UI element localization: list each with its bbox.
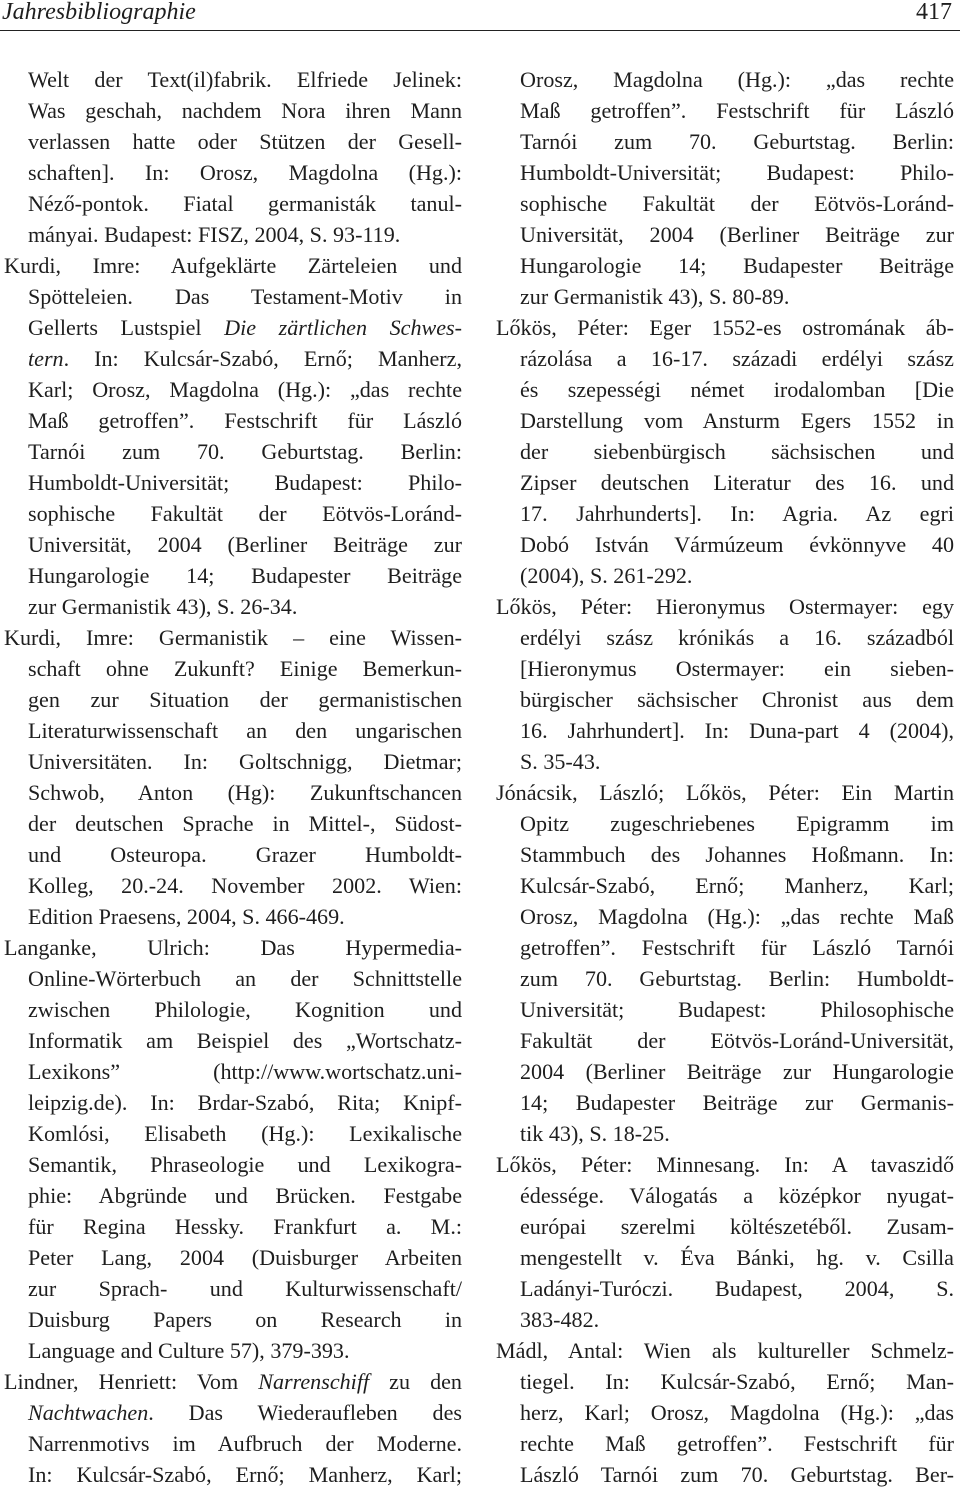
left-column <box>4 64 462 1490</box>
entry-line: Fakultät der Eötvös-Loránd-Universität, <box>520 1028 954 1053</box>
italic-title: Narrenschiff <box>258 1369 370 1394</box>
italic-title: Nachtwachen <box>28 1400 149 1425</box>
entry-line: édessége. Válogatás a középkor nyugat- <box>520 1183 954 1208</box>
entry-line: der deutschen Sprache in Mittel-, Südost- <box>28 811 462 836</box>
bibliography-entry <box>496 64 954 312</box>
running-title: Jahresbibliographie <box>2 0 196 25</box>
entry-line: Humboldt-Universität; Budapest: Philo- <box>520 160 954 185</box>
entry-line: Langanke, Ulrich: Das Hypermedia- <box>4 935 462 960</box>
bibliography-entry <box>4 64 462 250</box>
entry-line: gen zur Situation der germanistischen <box>28 687 462 712</box>
entry-line: Humboldt-Universität; Budapest: Philo- <box>28 470 462 495</box>
entry-line: tiegel. In: Kulcsár-Szabó, Ernő; Man- <box>520 1369 954 1394</box>
entry-line: bürgischer sächsischer Chronist aus dem <box>520 687 954 712</box>
entry-line: Informatik am Beispiel des „Wortschatz- <box>28 1028 462 1053</box>
entry-line: Opitz zugeschriebenes Epigramm im <box>520 811 954 836</box>
entry-line: Komlósi, Elisabeth (Hg.): Lexikalische <box>28 1121 462 1146</box>
entry-line: Duisburg Papers on Research in <box>28 1307 462 1332</box>
entry-line: getroffen”. Festschrift für László Tarnói <box>520 935 954 960</box>
entry-line: Schwob, Anton (Hg): Zukunftschancen <box>28 780 462 805</box>
right-column <box>496 64 954 1490</box>
entry-line: Nachtwachen. Das Wiederaufleben des <box>28 1400 462 1425</box>
entry-line: Language and Culture 57), 379-393. <box>28 1338 350 1363</box>
entry-line: rázolása a 16-17. századi erdélyi szász <box>520 346 954 371</box>
entry-line: Tarnói zum 70. Geburtstag. Berlin: <box>520 129 954 154</box>
entry-line: 17. Jahrhunderts]. In: Agria. Az egri <box>520 501 954 526</box>
entry-line: zwischen Philologie, Kognition und <box>28 997 462 1022</box>
entry-line: Néző-pontok. Fiatal germanisták tanul- <box>28 191 462 216</box>
entry-line: rechte Maß getroffen”. Festschrift für <box>520 1431 954 1456</box>
italic-title: Die zärtlichen Schwes- <box>224 315 462 340</box>
entry-line: Narrenmotivs im Aufbruch der Moderne. <box>28 1431 462 1456</box>
entry-line: phie: Abgründe und Brücken. Festgabe <box>28 1183 462 1208</box>
entry-line: 383-482. <box>520 1307 600 1332</box>
entry-line: leipzig.de). In: Brdar-Szabó, Rita; Knipf- <box>28 1090 462 1115</box>
entry-line: Zipser deutschen Literatur des 16. und <box>520 470 954 495</box>
entry-line: Kurdi, Imre: Aufgeklärte Zärteleien und <box>4 253 462 278</box>
entry-line: Welt der Text(il)fabrik. Elfriede Jelinek: <box>28 67 462 92</box>
entry-line: Ladányi-Turóczi. Budapest, 2004, S. <box>520 1276 954 1301</box>
entry-line: der siebenbürgisch sächsischen und <box>520 439 954 464</box>
entry-line: Jónácsik, László; Lőkös, Péter: Ein Martin <box>496 780 954 805</box>
entry-line: [Hieronymus Ostermayer: ein sieben- <box>520 656 954 681</box>
entry-line: Literaturwissenschaft an den ungarischen <box>28 718 462 743</box>
running-header <box>0 0 960 30</box>
entry-line: Dobó István Vármúzeum évkönnyve 40 <box>520 532 954 557</box>
entry-line: Mádl, Antal: Wien als kultureller Schmelz- <box>496 1338 954 1363</box>
entry-line: Orosz, Magdolna (Hg.): „das rechte <box>520 67 954 92</box>
entry-line: herz, Karl; Orosz, Magdolna (Hg.): „das <box>520 1400 954 1425</box>
entry-line: Spötteleien. Das Testament-Motiv in <box>28 284 462 309</box>
entry-line: sophische Fakultät der Eötvös-Loránd- <box>28 501 462 526</box>
entry-line: (2004), S. 261-292. <box>520 563 693 588</box>
entry-line: tik 43), S. 18-25. <box>520 1121 670 1146</box>
entry-line: tern. In: Kulcsár-Szabó, Ernő; Manherz, <box>28 346 462 371</box>
entry-line: Tarnói zum 70. Geburtstag. Berlin: <box>28 439 462 464</box>
entry-line: Hungarologie 14; Budapester Beiträge <box>520 253 954 278</box>
entry-line: erdélyi szász krónikás a 16. századból <box>520 625 954 650</box>
entry-line: zur Germanistik 43), S. 26-34. <box>28 594 298 619</box>
entry-line: zur Sprach- und Kulturwissenschaft/ <box>28 1276 462 1301</box>
bibliography-entry <box>496 1335 954 1490</box>
entry-line: zum 70. Geburtstag. Berlin: Humboldt- <box>520 966 954 991</box>
bibliography-entry <box>4 250 462 622</box>
italic-title: tern <box>28 346 64 371</box>
entry-line: Lőkös, Péter: Minnesang. In: A tavaszidő <box>496 1152 954 1177</box>
entry-line: zur Germanistik 43), S. 80-89. <box>520 284 790 309</box>
entry-line: Gellerts Lustspiel Die zärtlichen Schwes- <box>28 315 462 340</box>
entry-line: mányai. Budapest: FISZ, 2004, S. 93-119. <box>28 222 401 247</box>
entry-line: 2004 (Berliner Beiträge zur Hungarologie <box>520 1059 954 1084</box>
entry-line: schaft ohne Zukunft? Einige Bemerkun- <box>28 656 462 681</box>
entry-line: Universität, 2004 (Berliner Beiträge zur <box>520 222 954 247</box>
entry-line: Peter Lang, 2004 (Duisburger Arbeiten <box>28 1245 462 1270</box>
entry-line: Stammbuch des Johannes Hoßmann. In: <box>520 842 954 867</box>
entry-line: Karl; Orosz, Magdolna (Hg.): „das rechte <box>28 377 462 402</box>
entry-line: Maß getroffen”. Festschrift für László <box>520 98 954 123</box>
entry-line: Kolleg, 20.-24. November 2002. Wien: <box>28 873 462 898</box>
entry-line: Lőkös, Péter: Hieronymus Ostermayer: egy <box>496 594 954 619</box>
entry-line: 16. Jahrhundert]. In: Duna-part 4 (2004), <box>520 718 954 743</box>
entry-line: László Tarnói zum 70. Geburtstag. Ber- <box>520 1462 954 1487</box>
bibliography-entry <box>496 777 954 1149</box>
bibliography-entry <box>4 622 462 932</box>
entry-line: Online-Wörterbuch an der Schnittstelle <box>28 966 462 991</box>
entry-line: Universität; Budapest: Philosophische <box>520 997 954 1022</box>
entry-line: európai szerelmi költészetéből. Zusam- <box>520 1214 954 1239</box>
entry-line: Edition Praesens, 2004, S. 466-469. <box>28 904 345 929</box>
entry-line: Kurdi, Imre: Germanistik – eine Wissen- <box>4 625 462 650</box>
bibliography-entry <box>4 932 462 1366</box>
entry-line: Maß getroffen”. Festschrift für László <box>28 408 462 433</box>
entry-line: Lindner, Henriett: Vom Narrenschiff zu den <box>4 1369 462 1394</box>
entry-line: für Regina Hessky. Frankfurt a. M.: <box>28 1214 462 1239</box>
entry-line: Darstellung vom Ansturm Egers 1552 in <box>520 408 954 433</box>
entry-line: S. 35-43. <box>520 749 601 774</box>
entry-line: Was geschah, nachdem Nora ihren Mann <box>28 98 462 123</box>
header-rule <box>0 30 960 31</box>
bibliography-entry <box>496 591 954 777</box>
page-number: 417 <box>916 0 952 25</box>
entry-line: Lőkös, Péter: Eger 1552-es ostromának áb- <box>496 315 954 340</box>
entry-line: Hungarologie 14; Budapester Beiträge <box>28 563 462 588</box>
entry-line: Universitäten. In: Goltschnigg, Dietmar; <box>28 749 462 774</box>
entry-line: Universität, 2004 (Berliner Beiträge zur <box>28 532 462 557</box>
entry-line: schaften]. In: Orosz, Magdolna (Hg.): <box>28 160 462 185</box>
entry-line: sophische Fakultät der Eötvös-Loránd- <box>520 191 954 216</box>
entry-line: Orosz, Magdolna (Hg.): „das rechte Maß <box>520 904 954 929</box>
entry-line: Kulcsár-Szabó, Ernő; Manherz, Karl; <box>520 873 954 898</box>
entry-line: Lexikons” (http://www.wortschatz.uni- <box>28 1059 462 1084</box>
entry-line: mengestellt v. Éva Bánki, hg. v. Csilla <box>520 1245 954 1270</box>
entry-line: Semantik, Phraseologie und Lexikogra- <box>28 1152 462 1177</box>
entry-line: In: Kulcsár-Szabó, Ernő; Manherz, Karl; <box>28 1462 462 1487</box>
entry-line: verlassen hatte oder Stützen der Gesell- <box>28 129 462 154</box>
entry-line: 14; Budapester Beiträge zur Germanis- <box>520 1090 954 1115</box>
entry-line: und Osteuropa. Grazer Humboldt- <box>28 842 462 867</box>
entry-line: és szepességi német irodalomban [Die <box>520 377 954 402</box>
bibliography-entry <box>496 312 954 591</box>
bibliography-entry <box>496 1149 954 1335</box>
bibliography-entry <box>4 1366 462 1490</box>
